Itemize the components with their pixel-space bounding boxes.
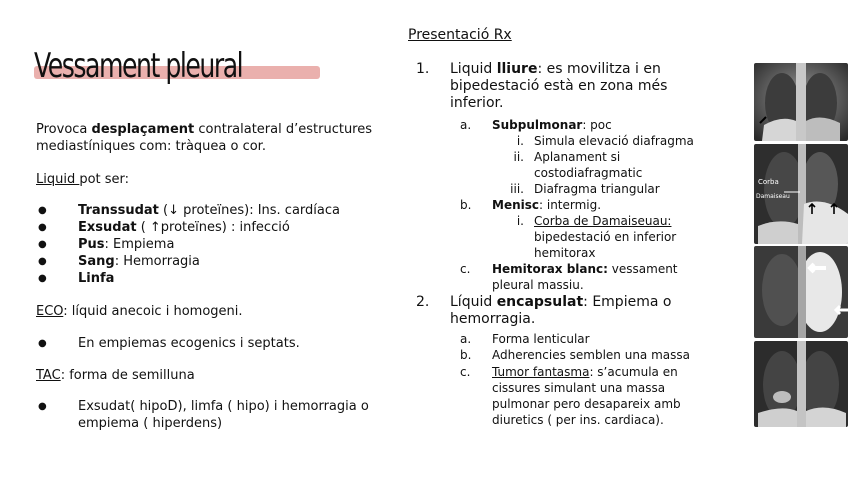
a-bold: Subpulmonar <box>492 118 583 132</box>
e-a-text: Forma lenticular <box>492 332 590 346</box>
num-2: 2. <box>416 294 430 310</box>
letter-b2: b. <box>460 348 472 362</box>
eco-label: ECO <box>36 304 64 319</box>
tac-label: TAC <box>36 368 61 383</box>
liquid-label: Liquid <box>36 172 80 187</box>
eco-text: : líquid anecoic i homogeni. <box>63 304 243 319</box>
b-text: : intermig. <box>539 198 602 212</box>
a-ii-text: Aplanament si costodiafragmatic <box>534 150 643 180</box>
roman-iii: iii. <box>510 182 524 196</box>
tac-line <box>36 367 195 384</box>
tumor-fantasma: Tumor fantasma <box>492 365 590 379</box>
a-i-text: Simula elevació diafragma <box>534 134 694 148</box>
hemitorax-blanc <box>492 261 702 293</box>
a-text: : poc <box>582 118 612 132</box>
title-block <box>34 44 315 88</box>
eco-line <box>36 303 243 320</box>
liquid-rest: pot ser: <box>79 172 130 187</box>
roman-i: i. <box>516 134 524 148</box>
rx-heading: Presentació Rx <box>408 27 512 43</box>
type-bold: Linfa <box>78 271 115 286</box>
num-1: 1. <box>416 61 430 77</box>
type-text: ( ↑proteïnes) : infecció <box>136 220 290 235</box>
xray-image-2 <box>754 144 848 244</box>
list-item <box>78 219 340 236</box>
subpulmonar <box>492 117 612 133</box>
intro-text <box>36 121 396 155</box>
xray-image-3 <box>754 246 848 338</box>
type-bold: Sang <box>78 254 115 269</box>
intro-bold: desplaçament <box>91 122 195 137</box>
item2-bold: encapsulat <box>496 294 584 310</box>
letter-b: b. <box>460 198 472 212</box>
item-lliure <box>450 61 712 112</box>
letter-a: a. <box>460 118 472 132</box>
list-item <box>78 236 340 253</box>
page-title: Vessament pleural <box>34 46 243 86</box>
c-text: vessament pleural massiu. <box>492 262 678 292</box>
roman-i-b: i. <box>516 214 524 228</box>
b-bold: Menisc <box>492 198 539 212</box>
corba-label-1: Corba <box>758 178 779 186</box>
letter-a2: a. <box>460 332 472 346</box>
letter-c: c. <box>460 262 471 276</box>
item-encapsulat <box>450 294 712 328</box>
roman-ii: ii. <box>513 150 524 164</box>
list-item: ● En empiemas ecogenics i septats. <box>78 335 300 352</box>
item1-pre: Liquid <box>450 61 497 77</box>
xray-image-1 <box>754 63 848 141</box>
list-item <box>78 270 340 287</box>
type-text: (↓ proteïnes): Ins. cardíaca <box>158 203 340 218</box>
menisc <box>492 197 601 213</box>
item1-bold: lliure <box>496 61 538 77</box>
item2-pre: Líquid <box>450 294 497 310</box>
e-c-rest: : s’acumula en cissures simulant una massa pulmonar pero desapareix amb diuretics ( per ins. cardiaca). <box>492 365 681 427</box>
intro-post: contralateral d’estructures mediastíniques com: tràquea o cor. <box>36 122 373 154</box>
liquid-heading <box>36 171 129 188</box>
item2-post: : Empiema o hemorragia. <box>450 294 672 327</box>
type-text: : Hemorragia <box>114 254 200 269</box>
letter-c2: c. <box>460 365 471 379</box>
list-item: ● Exsudat( hipoD), limfa ( hipo) i hemorragia o empiema ( hiperdens) <box>78 398 396 432</box>
intro-pre: Provoca <box>36 122 92 137</box>
b-i-underline: Corba de Damaiseuau: <box>534 214 672 228</box>
b-i-text <box>534 213 724 261</box>
type-text: : Empiema <box>104 237 175 252</box>
item1-post: : es movilitza i en bipedestació està en zona més inferior. <box>450 61 668 111</box>
liquid-types-list <box>78 202 340 287</box>
tac-list <box>78 398 396 432</box>
e-b-text: Adherencies semblen una massa <box>492 348 690 362</box>
xray-image-4 <box>754 341 848 427</box>
corba-label-2: Damaiseau <box>756 193 790 200</box>
tac-text: : forma de semilluna <box>60 368 195 383</box>
e-c-text <box>492 364 714 428</box>
b-i-rest: bipedestació en inferior hemitorax <box>534 230 677 260</box>
a-iii-text: Diafragma triangular <box>534 182 660 196</box>
c-bold: Hemitorax blanc: <box>492 262 608 276</box>
list-item <box>78 253 340 270</box>
list-item <box>78 202 340 219</box>
type-bold: Pus <box>78 237 105 252</box>
eco-list <box>78 335 300 352</box>
type-bold: Transsudat <box>78 203 159 218</box>
type-bold: Exsudat <box>78 220 137 235</box>
